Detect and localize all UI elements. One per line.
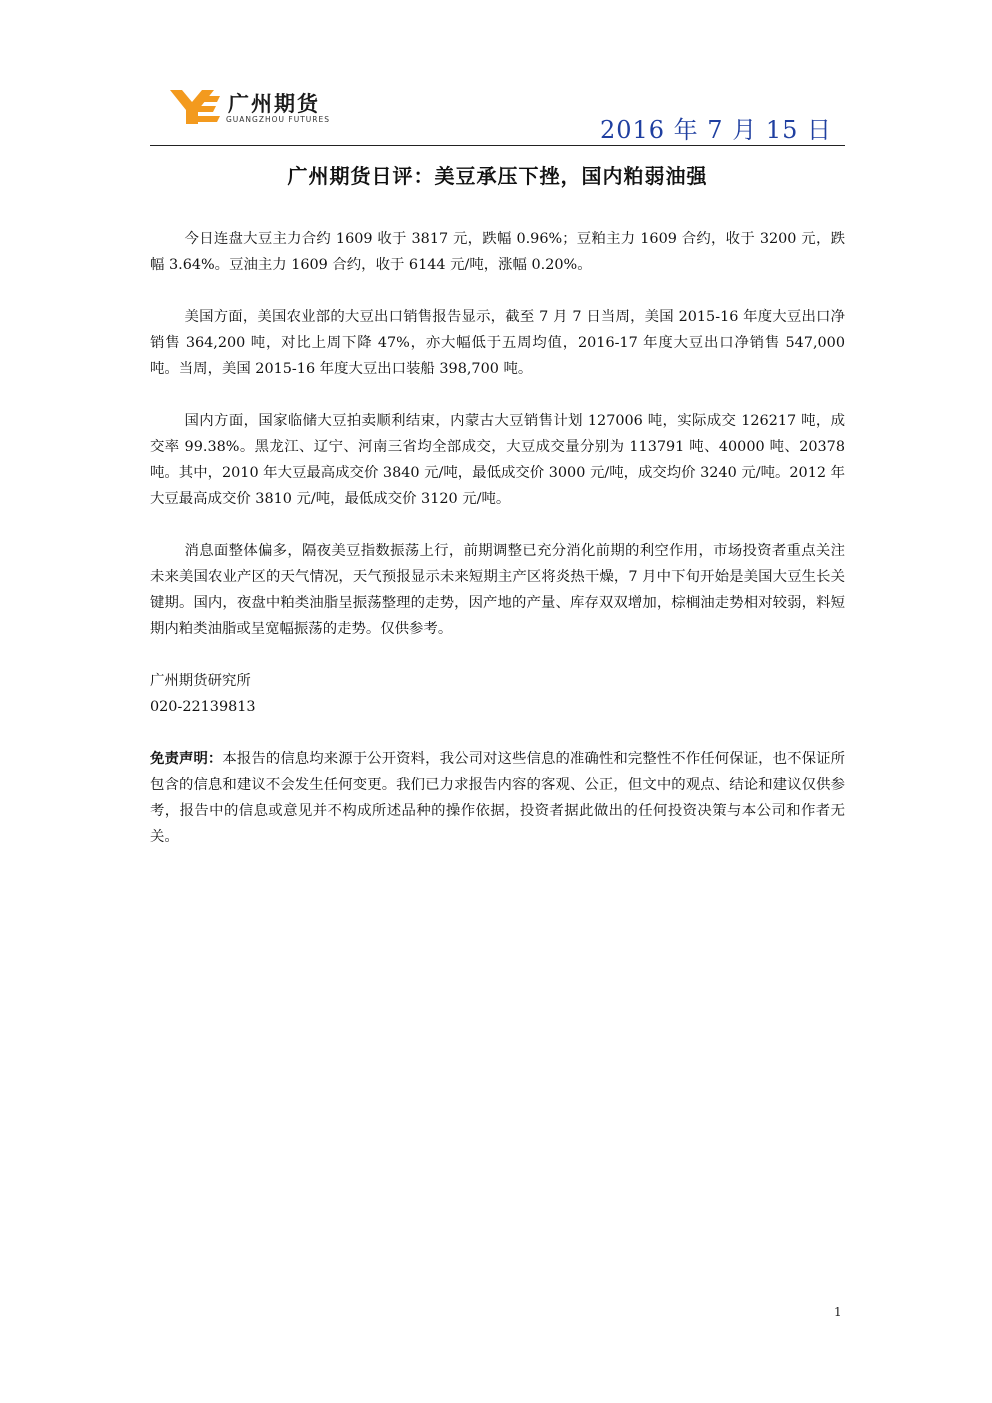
paragraph-domestic-auction: 国内方面，国家临储大豆拍卖顺利结束，内蒙古大豆销售计划 127006 吨，实际成交 126217 吨，成交率 99.38%。黑龙江、辽宁、河南三省均全部成交，大豆成交量分别为 113791 吨、40000 吨、20378 吨。其中，2010 年大豆最高成交价 3840 元/吨，最低成交价 3000 元/吨，成交均价 3240 元/吨。2012 年大豆最高成交价 3810 元/吨，最低成交价 3120 元/吨。 xyxy=(150,413,845,507)
company-logo xyxy=(168,86,348,130)
report-date: 2016 年 7 月 15 日 xyxy=(599,116,832,144)
disclaimer-text: 本报告的信息均来源于公开资料，我公司对这些信息的准确性和完整性不作任何保证，也不保证所包含的信息和建议不会发生任何变更。我们已力求报告内容的客观、公正，但文中的观点、结论和建议仅供参考，报告中的信息或意见并不构成所述品种的操作依据，投资者据此做出的任何投资决策与本公司和作者无关。 xyxy=(150,751,845,845)
logo-chinese-name: 广州期货 xyxy=(228,92,320,116)
header-divider xyxy=(150,145,845,146)
signature-org: 广州期货研究所 xyxy=(150,673,251,689)
page-number: 1 xyxy=(834,1305,842,1319)
paragraph-market-close: 今日连盘大豆主力合约 1609 收于 3817 元，跌幅 0.96%；豆粕主力 1609 合约，收于 3200 元，跌幅 3.64%。豆油主力 1609 合约，收于 6144 元/吨，涨幅 0.20%。 xyxy=(150,231,845,273)
paragraph-us-exports: 美国方面，美国农业部的大豆出口销售报告显示，截至 7 月 7 日当周，美国 2015-16 年度大豆出口净销售 364,200 吨，对比上周下降 47%，亦大幅低于五周均值，2016-17 年度大豆出口净销售 547,000 吨。当周，美国 2015-16 年度大豆出口装船 398,700 吨。 xyxy=(150,309,845,377)
signature-block xyxy=(150,668,845,720)
signature-phone: 020-22139813 xyxy=(150,699,256,715)
report-body xyxy=(150,226,845,850)
disclaimer-label: 免责声明： xyxy=(150,751,223,767)
paragraph-outlook: 消息面整体偏多，隔夜美豆指数振荡上行，前期调整已充分消化前期的利空作用，市场投资者重点关注未来美国农业产区的天气情况，天气预报显示未来短期主产区将炎热干燥，7 月中下旬开始是美国大豆生长关键期。国内，夜盘中粕类油脂呈振荡整理的走势，因产地的产量、库存双双增加，棕榈油走势相对较弱，料短期内粕类油脂或呈宽幅振荡的走势。仅供参考。 xyxy=(150,543,845,637)
logo-english-name: GUANGZHOU FUTURES xyxy=(226,115,330,124)
logo-mark-icon xyxy=(168,88,222,126)
disclaimer xyxy=(150,746,845,850)
report-title: 广州期货日评：美豆承压下挫，国内粕弱油强 xyxy=(287,164,708,188)
